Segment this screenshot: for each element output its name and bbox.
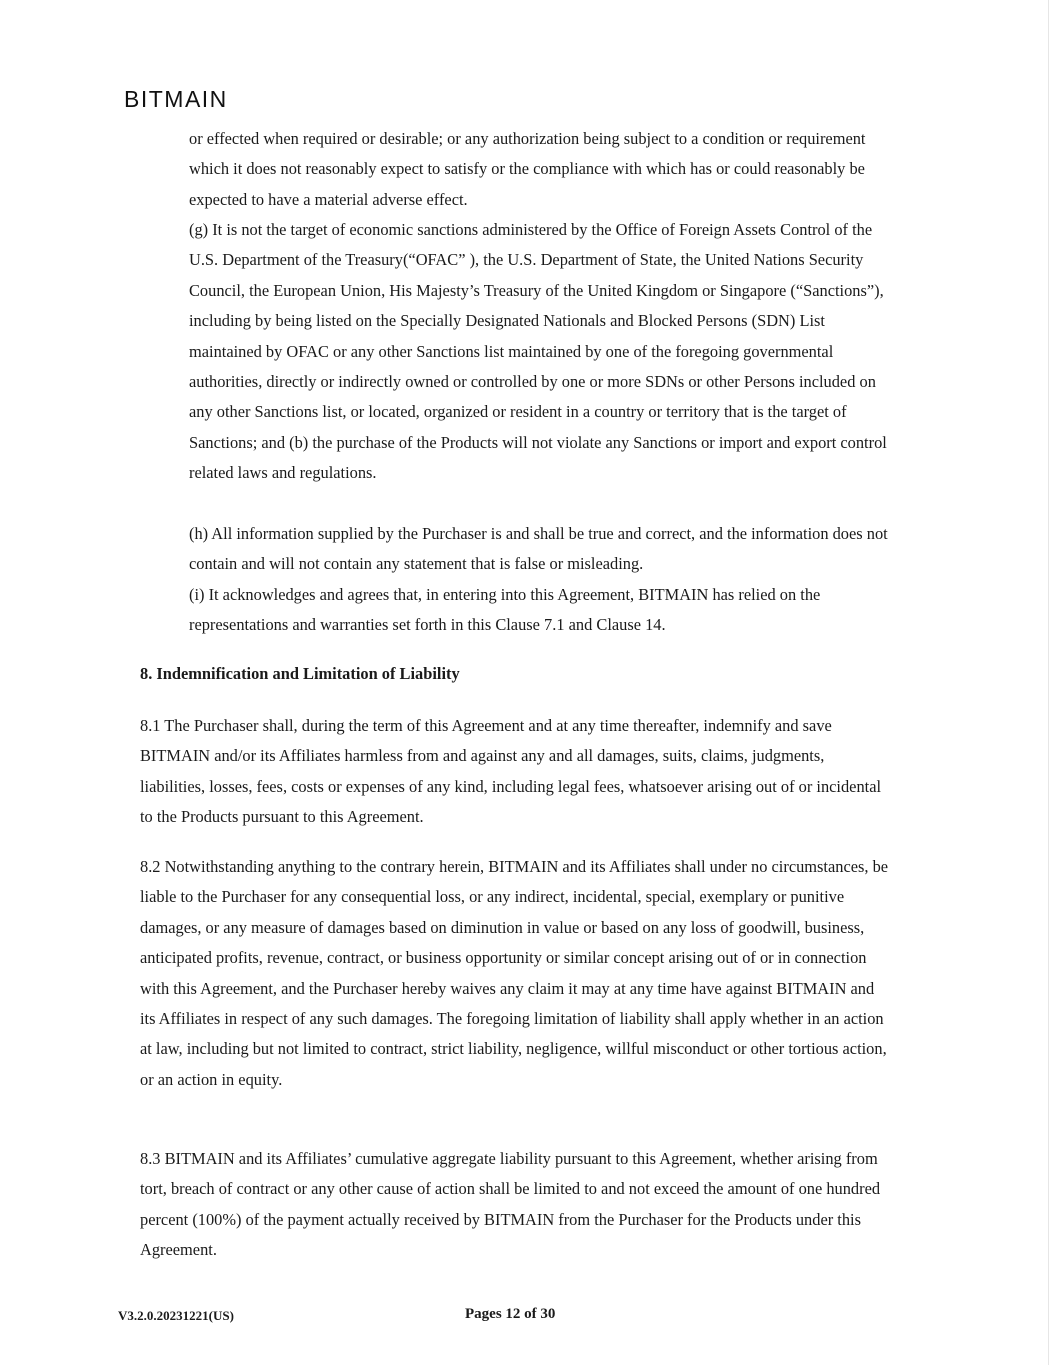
paragraph-8-3: 8.3 BITMAIN and its Affiliates’ cumulative aggregate liability pursuant to this Agreement, whether arising from tort, breach of contract or any other cause of action shall be limited to and not exceed the amount of one hundred percent (100%) of the payment actually received by BITMAIN from the Purchaser for the Products under this Agreement.: [140, 1149, 881, 1260]
section-8-heading: 8. Indemnification and Limitation of Liability: [140, 664, 460, 683]
paragraph-8-2: 8.2 Notwithstanding anything to the contrary herein, BITMAIN and its Affiliates shall under no circumstances, be liable to the Purchaser for any consequential loss, or any indirect, incidental, special, exemplary or punitive damages, or any measure of damages based on diminution in value or based on any loss of goodwill, business, anticipated profits, revenue, contract, or business opportunity or similar concept arising out of or in connection with this Agreement, and the Purchaser hereby waives any claim it may at any time have against BITMAIN and its Affiliates in respect of any such damages. The foregoing limitation of liability shall apply whether in an action at law, including but not limited to contract, strict liability, negligence, willful misconduct or other tortious action, or an action in equity.: [140, 857, 889, 1089]
bitmain-logo: BITMAIN: [124, 86, 228, 112]
paragraph-continuation: or effected when required or desirable; or any authorization being subject to a condition or requirement which it does not reasonably expect to satisfy or the compliance with which has or could reasonably be expected to have a material adverse effect.: [189, 129, 866, 209]
paragraph-i: (i) It acknowledges and agrees that, in entering into this Agreement, BITMAIN has relied on the representations and warranties set forth in this Clause 7.1 and Clause 14.: [189, 585, 821, 635]
scan-edge-divider: [1048, 0, 1049, 1365]
paragraph-h: (h) All information supplied by the Purchaser is and shall be true and correct, and the information does not contain and will not contain any statement that is false or misleading.: [189, 524, 888, 574]
paragraph-g: (g) It is not the target of economic sanctions administered by the Office of Foreign Assets Control of the U.S. Department of the Treasury(“OFAC” ), the U.S. Department of State, the United Nations Security Council, the European Union, His Majesty’s Treasury of the United Kingdom or Singapore (“Sanctions”), including by being listed on the Specially Designated Nationals and Blocked Persons (SDN) List maintained by OFAC or any other Sanctions list maintained by one of the foregoing governmental authorities, directly or indirectly owned or controlled by one or more SDNs or other Persons included on any other Sanctions list, or located, organized or resident in a country or territory that is the target of Sanctions; and (b) the purchase of the Products will not violate any Sanctions or import and export control related laws and regulations.: [189, 220, 887, 483]
version-label: V3.2.0.20231221(US): [118, 1308, 234, 1323]
page-number: Pages 12 of 30: [465, 1306, 556, 1322]
paragraph-8-1: 8.1 The Purchaser shall, during the term of this Agreement and at any time thereafter, indemnify and save BITMAIN and/or its Affiliates harmless from and against any and all damages, suits, claims, judgments, liabilities, losses, fees, costs or expenses of any kind, including legal fees, whatsoever arising out of or incidental to the Products pursuant to this Agreement.: [140, 716, 882, 827]
